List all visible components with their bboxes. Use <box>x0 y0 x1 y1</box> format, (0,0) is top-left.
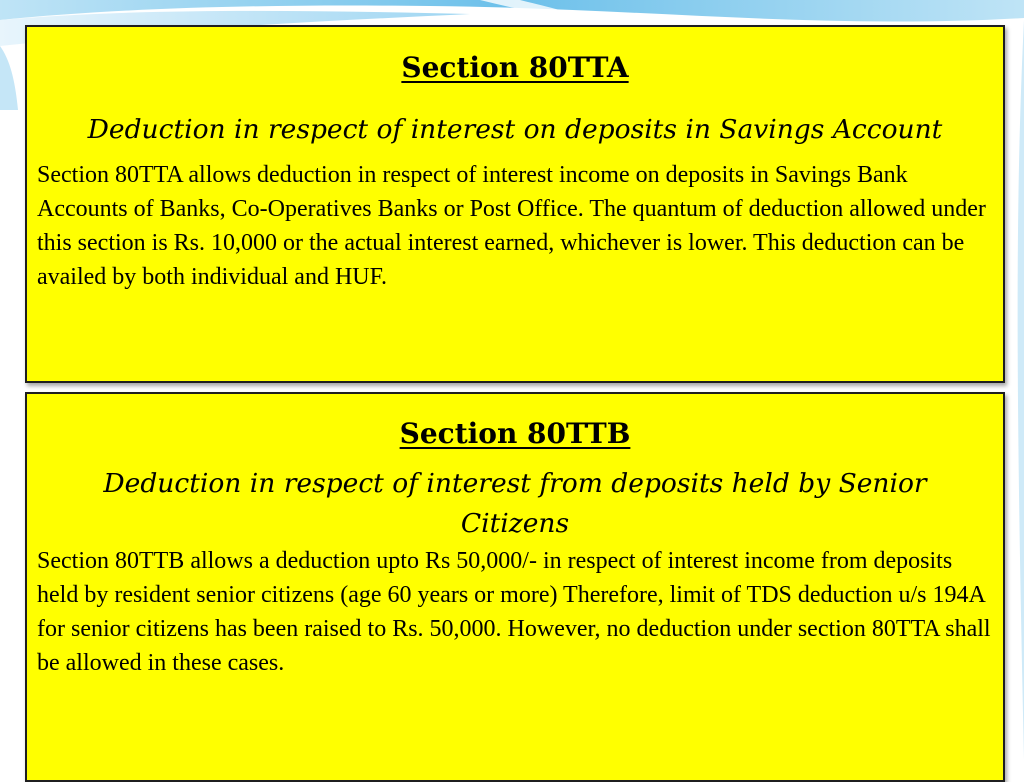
section-80tta-subtitle: Deduction in respect of interest on deposits in Savings Account <box>87 114 943 145</box>
section-80ttb-title: Section 80TTB <box>399 417 631 450</box>
section-80ttb-subtitle: Deduction in respect of interest from deposits held by Senior Citizens <box>103 468 927 539</box>
section-80tta-panel <box>25 25 1005 383</box>
section-80tta-body: Section 80TTA allows deduction in respect of interest income on deposits in Savings Bank Accounts of Banks, Co-Operatives Banks or Post Office. The quantum of deduction allowed under this section is Rs. 10,000 or the actual interest earned, whichever is lower. This deduction can be availed by both individual and HUF. <box>37 162 986 290</box>
section-80ttb-panel <box>25 392 1005 782</box>
section-80ttb-body: Section 80TTB allows a deduction upto Rs 50,000/- in respect of interest income from deposits held by resident senior citizens (age 60 years or more) Therefore, limit of TDS deduction u/s 194A for senior citizens has been raised to Rs. 50,000. However, no deduction under section 80TTA shall be allowed in these cases. <box>37 548 991 676</box>
section-80tta-title: Section 80TTA <box>401 51 629 84</box>
